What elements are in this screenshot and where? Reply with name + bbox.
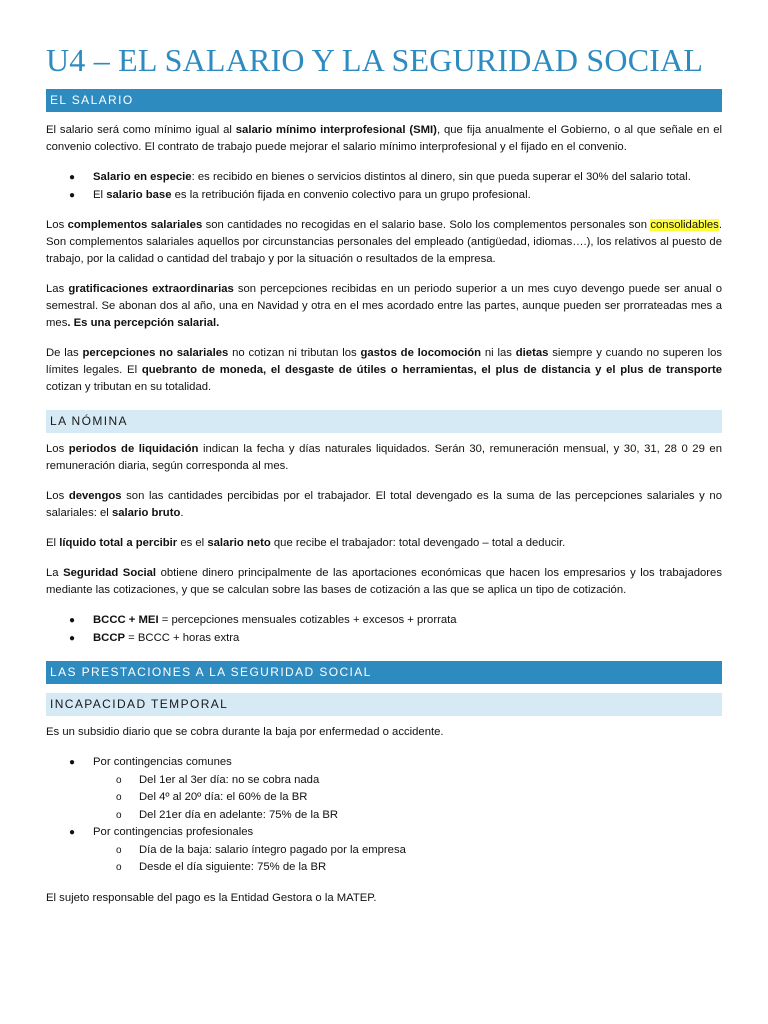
bullet-icon: ● (69, 172, 76, 183)
nomina-paragraph-1: Los periodos de liquidación indican la fecha y días naturales liquidados. Serán 30, remuneración mensual, y 30, 31, 28 0 29 en remuneración diaria, según corresponda al mes. (46, 443, 722, 472)
bullet-icon: ● (69, 189, 76, 201)
list-sub-item: o Desde el día siguiente: 75% de la BR (46, 859, 722, 877)
highlighted-term: consolidables (650, 219, 719, 231)
prestaciones-bullet-list (46, 754, 722, 877)
salario-paragraph-4: De las percepciones no salariales no cotizan ni tributan los gastos de locomoción ni las dietas siempre y cuando no superen los límites legales. El quebranto de moneda, el desgaste de útiles o herramientas, el plus de distancia y el plus de transporte cotizan y tributan en su totalidad. (46, 347, 723, 393)
page-title: U4 – EL SALARIO Y LA SEGURIDAD SOCIAL (46, 42, 704, 78)
sub-bullet-icon: o (116, 774, 122, 786)
subsection-heading-incapacidad: INCAPACIDAD TEMPORAL (46, 693, 722, 716)
section-heading-salario: EL SALARIO (46, 89, 722, 112)
sub-bullet-icon: o (116, 862, 122, 873)
sub-bullet-icon: o (116, 809, 122, 821)
sub-bullet-icon: o (116, 792, 122, 803)
salario-paragraph-1: El salario será como mínimo igual al salario mínimo interprofesional (SMI), que fija anualmente el Gobierno, o al que señale en el convenio colectivo. El contrato de trabajo puede mejorar el salario mínimo interprofesional y el fijado en el convenio. (46, 124, 723, 153)
bullet-icon: ● (69, 615, 76, 626)
list-sub-item: o Del 21er día en adelante: 75% de la BR (46, 807, 722, 825)
bullet-icon: ● (69, 827, 76, 838)
list-sub-item: o Del 1er al 3er día: no se cobra nada (46, 772, 722, 790)
bullet-icon: ● (69, 632, 76, 644)
section-heading-nomina: LA NÓMINA (46, 410, 722, 433)
nomina-bullet-list (46, 612, 722, 647)
bullet-icon: ● (69, 757, 76, 768)
list-sub-item: o Día de la baja: salario íntegro pagado por la empresa (46, 842, 722, 860)
nomina-paragraph-2: Los devengos son las cantidades percibidas por el trabajador. El total devengado es la suma de las percepciones salariales y no salariales: el salario bruto. (46, 490, 722, 519)
section-heading-prestaciones: LAS PRESTACIONES A LA SEGURIDAD SOCIAL (46, 661, 722, 684)
nomina-paragraph-3: El líquido total a percibir es el salario neto que recibe el trabajador: total devengado – total a deducir. (46, 537, 566, 549)
salario-paragraph-2: Los complementos salariales son cantidades no recogidas en el salario base. Solo los complementos personales son consolidables. Son complementos salariales aquellos por circunstancias personales del empleado (antigüedad, idiomas….), los relativos al puesto de trabajo, por la calidad o cantidad del trabajo y por la situación o resultados de la empresa. (46, 219, 722, 265)
list-sub-item: o Del 4º al 20º día: el 60% de la BR (46, 789, 722, 807)
salario-bullet-list (46, 169, 722, 204)
nomina-paragraph-4: La Seguridad Social obtiene dinero principalmente de las aportaciones económicas que hacen los empresarios y los trabajadores mediante las cotizaciones, y que se calculan sobre las bases de cotización a las que se aplica un tipo de cotización. (46, 567, 722, 596)
sub-bullet-icon: o (116, 844, 122, 856)
list-item: ● BCCP = BCCC + horas extra (46, 630, 722, 648)
list-item: ● Salario en especie: es recibido en bienes o servicios distintos al dinero, sin que pueda superar el 30% del salario total. (46, 169, 722, 187)
list-item: ● Por contingencias comunes (46, 754, 722, 772)
prestaciones-paragraph-2: El sujeto responsable del pago es la Entidad Gestora o la MATEP. (46, 891, 377, 904)
list-item: ● El salario base es la retribución fijada en convenio colectivo para un grupo profesional. (46, 187, 722, 205)
prestaciones-paragraph-1: Es un subsidio diario que se cobra durante la baja por enfermedad o accidente. (46, 726, 444, 738)
salario-paragraph-3: Las gratificaciones extraordinarias son percepciones recibidas en un periodo superior a un mes cuyo devengo puede ser anual o semestral. Se abonan dos al año, una en Navidad y otra en el mes acordado entre las partes, aunque pueden ser prorrateadas mes a mes. Es una percepción salarial. (46, 283, 722, 329)
list-item: ● BCCC + MEI = percepciones mensuales cotizables + excesos + prorrata (46, 612, 722, 630)
list-item: ● Por contingencias profesionales (46, 824, 722, 842)
